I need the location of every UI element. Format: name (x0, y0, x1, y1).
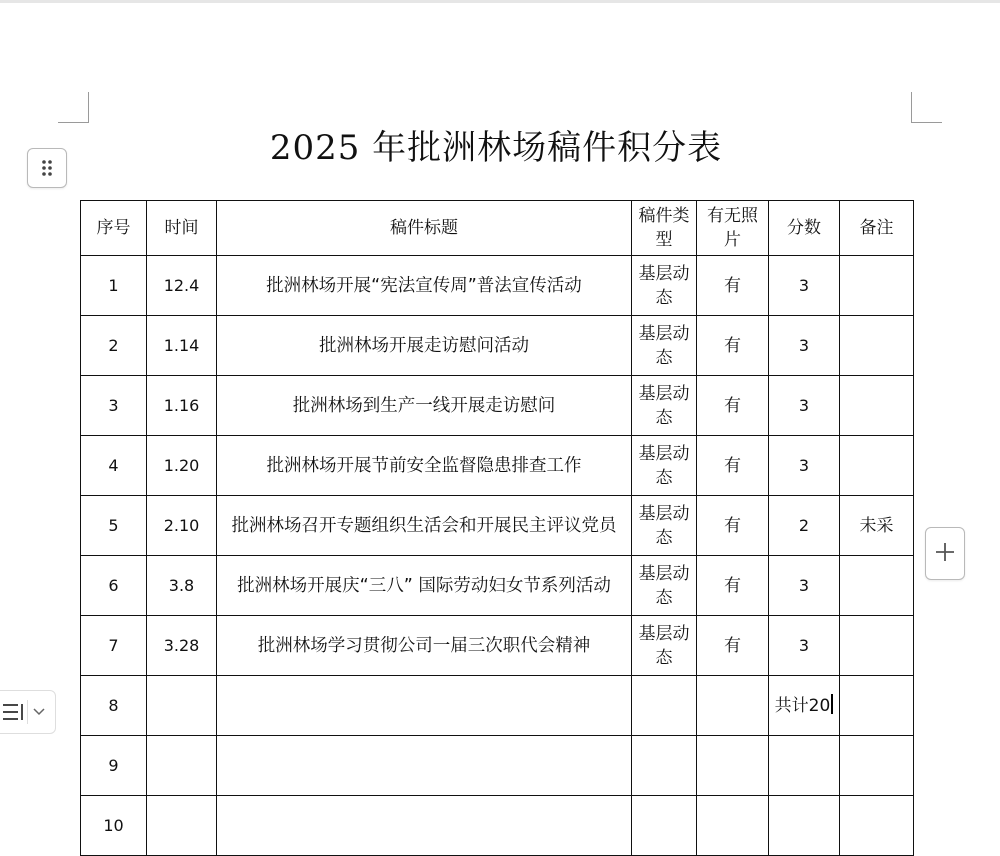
cell-note[interactable] (840, 556, 914, 616)
cell-photo[interactable] (697, 676, 769, 736)
cell-title[interactable]: 批洲林场开展走访慰问活动 (217, 316, 632, 376)
cell-time[interactable] (147, 736, 217, 796)
score-table (80, 200, 914, 856)
cell-type[interactable] (632, 736, 697, 796)
drag-grip-icon (40, 159, 54, 177)
table-header-row (81, 201, 914, 256)
cell-type[interactable]: 基层动态 (632, 556, 697, 616)
table-row (81, 736, 914, 796)
cell-title[interactable]: 批洲林场开展节前安全监督隐患排查工作 (217, 436, 632, 496)
cell-title[interactable]: 批洲林场学习贯彻公司一届三次职代会精神 (217, 616, 632, 676)
toolbar-divider (27, 700, 28, 724)
cell-seq[interactable]: 4 (81, 436, 147, 496)
cell-score[interactable]: 2 (769, 496, 840, 556)
cell-score[interactable]: 3 (769, 316, 840, 376)
cell-type[interactable]: 基层动态 (632, 316, 697, 376)
header-type[interactable]: 稿件类型 (632, 201, 697, 256)
cell-type[interactable]: 基层动态 (632, 376, 697, 436)
chevron-down-icon[interactable] (30, 705, 46, 719)
cell-type[interactable] (632, 796, 697, 856)
cell-time[interactable]: 3.28 (147, 616, 217, 676)
cell-photo[interactable]: 有 (697, 616, 769, 676)
cell-note[interactable] (840, 736, 914, 796)
cell-time[interactable]: 1.16 (147, 376, 217, 436)
cell-seq[interactable]: 2 (81, 316, 147, 376)
cell-time[interactable]: 2.10 (147, 496, 217, 556)
cell-photo[interactable] (697, 796, 769, 856)
table-row (81, 796, 914, 856)
cell-note[interactable]: 未采 (840, 496, 914, 556)
cell-type[interactable]: 基层动态 (632, 256, 697, 316)
cell-note[interactable] (840, 616, 914, 676)
header-title[interactable]: 稿件标题 (217, 201, 632, 256)
cell-photo[interactable]: 有 (697, 436, 769, 496)
cell-note[interactable] (840, 676, 914, 736)
list-format-icon[interactable] (0, 700, 25, 724)
page-corner-mark-left (58, 92, 89, 123)
cell-note[interactable] (840, 796, 914, 856)
top-border (0, 0, 1000, 3)
cell-title[interactable]: 批洲林场开展“宪法宣传周”普法宣传活动 (217, 256, 632, 316)
table-row (81, 676, 914, 736)
header-note[interactable]: 备注 (840, 201, 914, 256)
table-row (81, 256, 914, 316)
cell-photo[interactable]: 有 (697, 316, 769, 376)
cell-note[interactable] (840, 256, 914, 316)
cell-photo[interactable]: 有 (697, 496, 769, 556)
text-cursor (831, 694, 833, 714)
cell-title[interactable] (217, 676, 632, 736)
cell-type[interactable]: 基层动态 (632, 496, 697, 556)
cell-seq[interactable]: 8 (81, 676, 147, 736)
document-title[interactable]: 2025 年批洲林场稿件积分表 (269, 128, 723, 168)
cell-photo[interactable]: 有 (697, 376, 769, 436)
table-move-handle[interactable] (27, 148, 67, 188)
cell-note[interactable] (840, 376, 914, 436)
cell-title[interactable]: 批洲林场开展庆“三八” 国际劳动妇女节系列活动 (217, 556, 632, 616)
cell-photo[interactable]: 有 (697, 256, 769, 316)
table-row (81, 616, 914, 676)
cell-note[interactable] (840, 316, 914, 376)
plus-icon (934, 541, 956, 567)
cell-score[interactable]: 3 (769, 256, 840, 316)
cell-score[interactable]: 3 (769, 436, 840, 496)
cell-seq[interactable]: 9 (81, 736, 147, 796)
cell-note[interactable] (840, 436, 914, 496)
list-style-toolbar[interactable] (0, 690, 56, 734)
cell-time[interactable]: 3.8 (147, 556, 217, 616)
cell-title[interactable]: 批洲林场召开专题组织生活会和开展民主评议党员 (217, 496, 632, 556)
header-score[interactable]: 分数 (769, 201, 840, 256)
cell-title[interactable]: 批洲林场到生产一线开展走访慰问 (217, 376, 632, 436)
cell-seq[interactable]: 5 (81, 496, 147, 556)
table-row (81, 376, 914, 436)
cell-score[interactable]: 3 (769, 556, 840, 616)
cell-score[interactable]: 3 (769, 616, 840, 676)
cell-type[interactable] (632, 676, 697, 736)
cell-score-total[interactable] (769, 676, 840, 736)
cell-seq[interactable]: 10 (81, 796, 147, 856)
add-column-button[interactable] (925, 527, 965, 580)
cell-seq[interactable]: 6 (81, 556, 147, 616)
cell-seq[interactable]: 1 (81, 256, 147, 316)
cell-score[interactable] (769, 736, 840, 796)
table-row (81, 556, 914, 616)
cell-type[interactable]: 基层动态 (632, 616, 697, 676)
cell-score[interactable]: 3 (769, 376, 840, 436)
cell-seq[interactable]: 7 (81, 616, 147, 676)
cell-time[interactable] (147, 676, 217, 736)
cell-type[interactable]: 基层动态 (632, 436, 697, 496)
cell-score[interactable] (769, 796, 840, 856)
cell-title[interactable] (217, 736, 632, 796)
page-corner-mark-right (911, 92, 942, 123)
table-row (81, 316, 914, 376)
cell-time[interactable]: 1.20 (147, 436, 217, 496)
cell-time[interactable] (147, 796, 217, 856)
cell-photo[interactable]: 有 (697, 556, 769, 616)
cell-time[interactable]: 1.14 (147, 316, 217, 376)
cell-photo[interactable] (697, 736, 769, 796)
total-score-text: 共计20 (774, 695, 831, 716)
cell-time[interactable]: 12.4 (147, 256, 217, 316)
cell-seq[interactable]: 3 (81, 376, 147, 436)
header-photo[interactable]: 有无照片 (697, 201, 769, 256)
table-row (81, 496, 914, 556)
cell-title[interactable] (217, 796, 632, 856)
table-row (81, 436, 914, 496)
header-time[interactable]: 时间 (147, 201, 217, 256)
header-seq[interactable]: 序号 (81, 201, 147, 256)
